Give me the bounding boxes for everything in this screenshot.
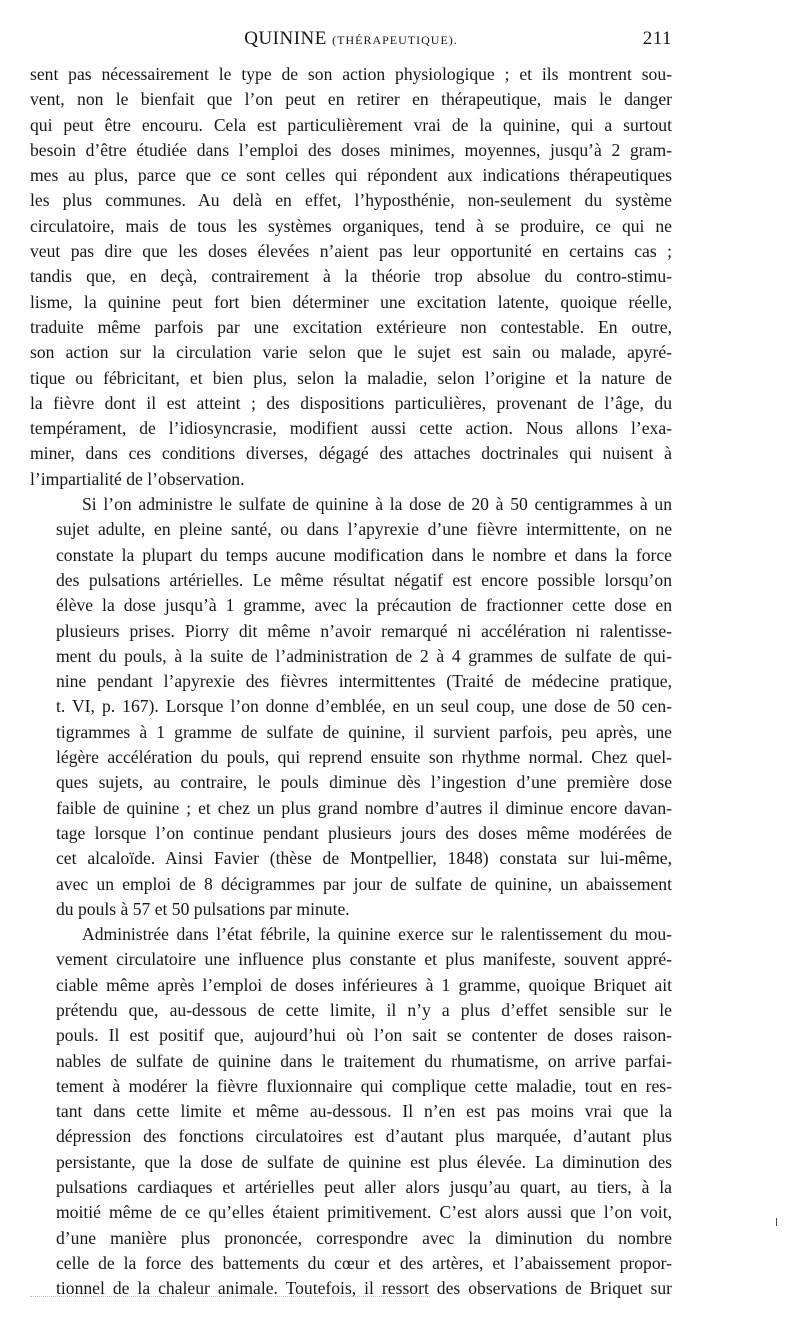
text-line: veut pas dire que les doses élevées n’aient pas leur opportunité en certains cas ; xyxy=(30,241,672,262)
text-line: vent, non le bienfait que l’on peut en retirer en thérapeutique, mais le danger xyxy=(30,89,672,110)
running-title-main: QUININE xyxy=(244,28,327,49)
text-line: moitié même de ce qu’elles étaient primitivement. C’est alors aussi que l’on voit, xyxy=(56,1202,672,1223)
text-line: traduite même parfois par une excitation extérieure non contestable. En outre, xyxy=(30,316,672,337)
text-line: ques sujets, au contraire, le pouls diminue dès l’ingestion d’une première dose xyxy=(56,772,672,793)
text-line: celle de la force des battements du cœur et des artères, et l’abaissement propor- xyxy=(56,1252,672,1273)
text-line: sent pas nécessairement le type de son action physiologique ; et ils montrent sou- xyxy=(30,64,672,84)
text-line: ment du pouls, à la suite de l’administration de 2 à 4 grammes de sulfate de qui- xyxy=(56,645,672,666)
body-text xyxy=(30,62,672,1302)
text-line: élève la dose jusqu’à 1 gramme, avec la précaution de fractionner cette dose en xyxy=(56,595,672,616)
text-line: la fièvre dont il est atteint ; des dispositions particulières, provenant de l’âge, du xyxy=(30,392,672,413)
text-line: mes au plus, parce que ce sont celles qui répondent aux indications thérapeutiques xyxy=(30,165,672,186)
text-line: tage lorsque l’on continue pendant plusieurs jours des doses même modérées de xyxy=(56,822,672,843)
paragraph-sulfate-dose xyxy=(30,492,672,922)
book-page xyxy=(30,22,672,1302)
text-line: persistante, que la dose de sulfate de quinine est plus élevée. La diminution des xyxy=(56,1151,672,1172)
text-line: lisme, la quinine peut fort bien déterminer une excitation latente, quoique réelle, xyxy=(30,291,672,312)
text-line: nables de sulfate de quinine dans le traitement du rhumatisme, on arrive parfai- xyxy=(56,1050,672,1071)
text-line: tement à modérer la fièvre fluxionnaire qui complique cette maladie, tout en res- xyxy=(56,1075,672,1096)
footer-bleed-line xyxy=(30,1296,430,1298)
text-line: légère accélération du pouls, qui reprend ensuite son rhythme normal. Chez quel- xyxy=(56,747,672,768)
text-line: l’impartialité de l’observation. xyxy=(30,468,245,489)
text-line: son action sur la circulation varie selon que le sujet est sain ou malade, apyré- xyxy=(30,342,672,363)
text-line: tempérament, de l’idiosyncrasie, modifient aussi cette action. Nous allons l’exa- xyxy=(30,418,672,439)
text-line: plusieurs prises. Piorry dit même n’avoir remarqué ni accélération ni ralentisse- xyxy=(56,620,672,641)
text-line: t. VI, p. 167). Lorsque l’on donne d’emblée, en un seul coup, une dose de 50 cen- xyxy=(56,696,672,717)
text-line: faible de quinine ; et chez un plus grand nombre d’autres il diminue encore davan- xyxy=(56,797,672,818)
paragraph-febrile-state xyxy=(30,922,672,1301)
text-line: du pouls à 57 et 50 pulsations par minute. xyxy=(56,898,350,919)
text-line: pulsations cardiaques et artérielles peut aller alors jusqu’au quart, au tiers, à la xyxy=(56,1177,672,1198)
running-title-sub: (THÉRAPEUTIQUE). xyxy=(332,33,458,47)
text-line: tant dans cette limite et même au-dessous. Il n’en est pas moins vrai que la xyxy=(56,1101,672,1122)
paragraph-continuation xyxy=(30,62,672,492)
margin-mark xyxy=(776,1218,777,1226)
text-line: tigrammes à 1 gramme de sulfate de quinine, il survient parfois, peu après, une xyxy=(56,721,672,742)
text-line: qui peut être encouru. Cela est particulièrement vrai de la quinine, qui a surtout xyxy=(30,114,672,135)
text-line: besoin d’être étudiée dans l’emploi des doses minimes, moyennes, jusqu’à 2 gram- xyxy=(30,139,672,160)
text-line: constate la plupart du temps aucune modification dans le nombre et dans la force xyxy=(56,544,672,565)
text-line: des pulsations artérielles. Le même résultat négatif est encore possible lorsqu’on xyxy=(56,569,672,590)
text-line: d’une manière plus prononcée, correspondre avec la diminution du nombre xyxy=(56,1227,672,1248)
text-line: sujet adulte, en pleine santé, ou dans l’apyrexie d’une fièvre intermittente, on ne xyxy=(56,519,672,540)
text-line: cet alcaloïde. Ainsi Favier (thèse de Montpellier, 1848) constata sur lui-même, xyxy=(56,848,672,869)
text-line: dépression des fonctions circulatoires est d’autant plus marquée, d’autant plus xyxy=(56,1126,672,1147)
text-line: prétendu que, au-dessous de cette limite, il n’y a plus d’effet sensible sur le xyxy=(56,999,672,1020)
text-line: tandis que, en deçà, contrairement à la théorie trop absolue du contro-stimu- xyxy=(30,266,672,287)
text-line: circulatoire, mais de tous les systèmes organiques, tend à se produire, ce qui ne xyxy=(30,215,672,236)
text-line: nine pendant l’apyrexie des fièvres intermittentes (Traité de médecine pratique, xyxy=(56,671,672,692)
text-line: tique ou fébricitant, et bien plus, selon la maladie, selon l’origine et la nature de xyxy=(30,367,672,388)
text-line: ciable même après l’emploi de doses inférieures à 1 gramme, quoique Briquet ait xyxy=(56,974,672,995)
text-line: avec un emploi de 8 décigrammes par jour de sulfate de quinine, un abaissement xyxy=(56,873,672,894)
text-line: miner, dans ces conditions diverses, dégagé des attaches doctrinales qui nuisent à xyxy=(30,443,672,464)
text-line: pouls. Il est positif que, aujourd’hui où l’on sait se contenter de doses raison- xyxy=(56,1025,672,1046)
text-line: les plus communes. Au delà en effet, l’hyposthénie, non-seulement du système xyxy=(30,190,672,211)
text-line: Administrée dans l’état fébrile, la quinine exerce sur le ralentissement du mou- xyxy=(82,924,672,945)
running-title xyxy=(30,28,672,50)
text-line: Si l’on administre le sulfate de quinine à la dose de 20 à 50 centigrammes à un xyxy=(82,494,672,515)
text-line: vement circulatoire une influence plus constante et plus manifeste, souvent appré- xyxy=(56,949,672,970)
text-line: tionnel de la chaleur animale. Toutefois, il ressort des observations de Briquet sur xyxy=(56,1278,672,1299)
page-number: 211 xyxy=(642,28,672,49)
running-header xyxy=(30,22,672,52)
